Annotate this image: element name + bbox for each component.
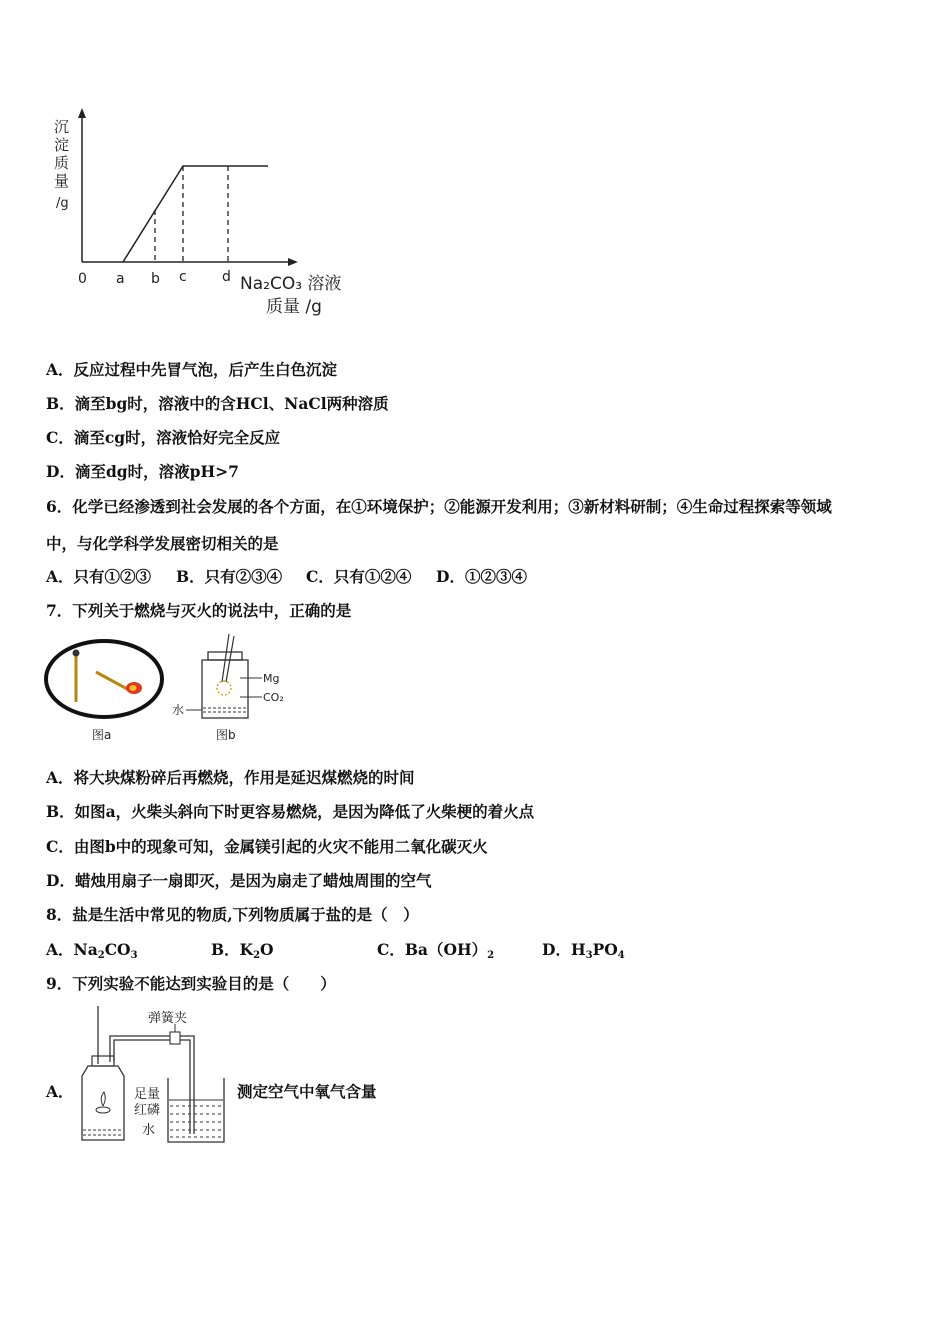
- graph-tick-a: a: [116, 271, 125, 287]
- q9-apparatus: [76, 1002, 236, 1148]
- graph-ylabel-3: 质: [54, 154, 70, 172]
- fig-b-water-label: 水: [172, 703, 185, 717]
- fig-a-label: 图a: [92, 728, 112, 742]
- q9-clamp-label: 弹簧夹: [148, 1011, 188, 1026]
- q6-options: [46, 566, 527, 588]
- q8-option-d: D．$H_3PO_4$: [542, 940, 625, 961]
- q7-option-c: C．由图b中的现象可知，金属镁引起的火灾不能用二氧化碳灭火: [46, 837, 488, 856]
- graph-tick-b: b: [151, 271, 160, 287]
- q9-stem: 9．下列实验不能达到实验目的是（ ）: [46, 974, 336, 993]
- graph-y-arrow: [78, 108, 86, 118]
- q9-red-p-label: 红磷: [134, 1103, 161, 1118]
- graph-xlabel-1: Na₂CO₃ 溶液: [240, 274, 342, 294]
- q7-option-a: A．将大块煤粉碎后再燃烧，作用是延迟煤燃烧的时间: [46, 768, 415, 787]
- q8-options: [46, 939, 625, 967]
- q6-stem-line2: 中，与化学科学发展密切相关的是: [46, 534, 279, 553]
- q8-option-b: B．$K_2O$: [211, 940, 274, 961]
- q8-option-c: C．$Ba(OH)_2$: [377, 940, 495, 961]
- q7-figures: [44, 632, 304, 750]
- q7-stem: 7．下列关于燃烧与灭火的说法中，正确的是: [46, 601, 352, 620]
- q9-water-label: 水: [142, 1123, 156, 1138]
- q6-option-c: C．只有①②④: [306, 567, 412, 586]
- fig-a-ellipse: [46, 641, 162, 717]
- q6-option-b: B．只有②③④: [176, 567, 283, 586]
- fig-a-flame-core: [130, 685, 137, 691]
- fig-b-co2-label: CO₂: [263, 691, 284, 704]
- q9-option-a-letter: A．: [46, 1082, 74, 1101]
- fig-b-mg-label: Mg: [263, 672, 280, 685]
- q6-option-a: A．只有①②③: [46, 567, 152, 586]
- q6-option-d: D．①②③④: [436, 567, 527, 586]
- graph-tick-d: d: [222, 269, 231, 285]
- graph-tick-0: 0: [78, 271, 87, 287]
- q6-stem-line1: 6．化学已经渗透到社会发展的各个方面，在①环境保护；②能源开发利用；③新材料研制；④生命过程探索等领域: [46, 497, 832, 516]
- fig-b-label: 图b: [216, 728, 236, 742]
- q5-option-d: D．滴至dg时，溶液pH>7: [46, 462, 239, 481]
- graph-xlabel-2: 质量 /g: [266, 297, 322, 317]
- graph-ylabel-2: 淀: [54, 136, 70, 154]
- q9-enough-label: 足量: [134, 1087, 161, 1102]
- graph-ylabel-4: 量: [54, 172, 70, 190]
- q5-option-a: A．反应过程中先冒气泡，后产生白色沉淀: [46, 360, 338, 379]
- q5-option-b: B．滴至bg时，溶液中的含HCl、NaCl两种溶质: [46, 394, 389, 413]
- q7-option-b: B．如图a，火柴头斜向下时更容易燃烧，是因为降低了火柴梗的着火点: [46, 802, 535, 821]
- fig-a-match-slanted: [96, 672, 129, 690]
- q9-option-a-desc: 测定空气中氧气含量: [237, 1082, 377, 1101]
- graph-x-arrow: [288, 258, 298, 266]
- precipitate-graph: [44, 100, 374, 325]
- q8-stem: 8．盐是生活中常见的物质,下列物质属于盐的是（ ）: [46, 905, 419, 924]
- graph-ylabel-1: 沉: [54, 118, 70, 136]
- fig-b-jar: [202, 634, 248, 718]
- q8-option-a: A．$Na_2CO_3$: [46, 940, 138, 961]
- q7-option-d: D．蜡烛用扇子一扇即灭，是因为扇走了蜡烛周围的空气: [46, 871, 432, 890]
- graph-curve: [123, 166, 268, 262]
- graph-tick-c: c: [179, 269, 187, 285]
- fig-a-match-head-vertical: [73, 650, 80, 657]
- graph-ylabel-5: /g: [56, 196, 69, 211]
- q5-option-c: C．滴至cg时，溶液恰好完全反应: [46, 428, 281, 447]
